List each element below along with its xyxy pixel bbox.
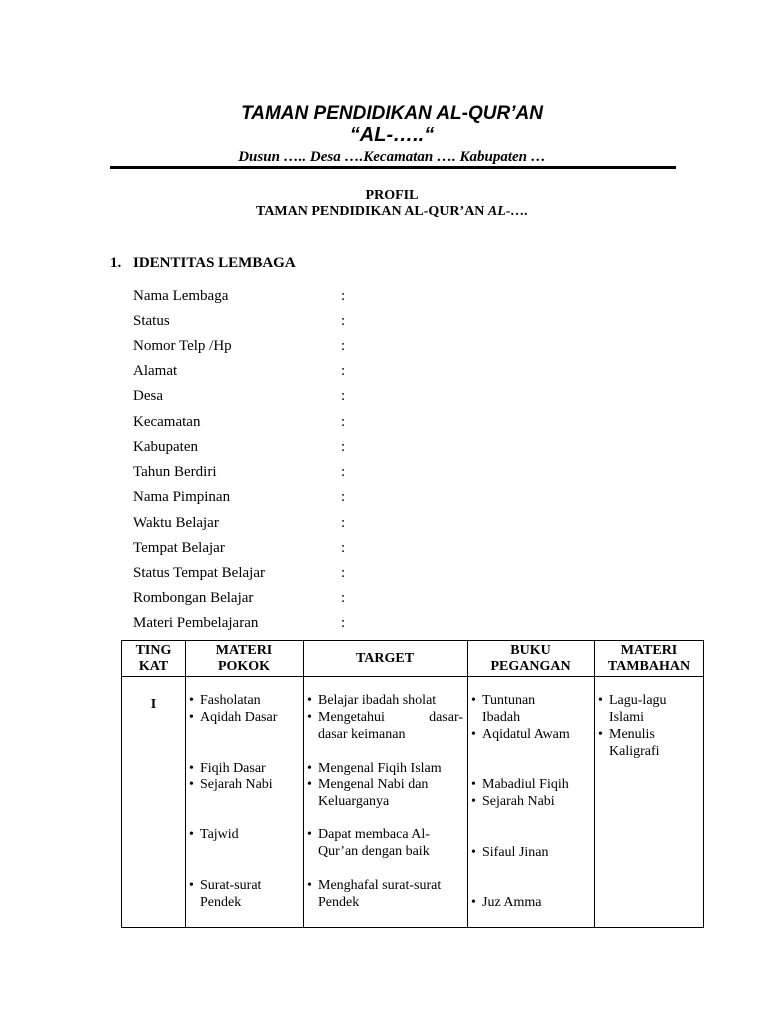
field-label-nama-pimpinan: Nama Pimpinan	[133, 489, 231, 505]
header-materi-pokok	[185, 643, 303, 675]
list-item	[307, 709, 463, 726]
bullet: •	[471, 777, 476, 792]
list-item	[189, 877, 261, 894]
bullet: •	[598, 693, 603, 708]
field-label-waktu-belajar: Waktu Belajar	[133, 515, 219, 531]
bullet: •	[189, 777, 194, 792]
bullet: •	[189, 710, 194, 725]
list-item	[189, 760, 266, 777]
field-label-tempat-belajar: Tempat Belajar	[133, 540, 225, 556]
list-item	[189, 692, 261, 709]
bullet: •	[307, 777, 312, 792]
buku-juz: Juz Amma	[482, 895, 542, 910]
field-label-tahun-berdiri: Tahun Berdiri	[133, 464, 217, 480]
field-colon: :	[341, 464, 346, 480]
field-colon: :	[341, 313, 346, 329]
field-colon: :	[341, 363, 346, 379]
header-buku-pegangan	[467, 643, 594, 675]
materi-surat-cont: Pendek	[200, 895, 242, 910]
buku-sejarah: Sejarah Nabi	[482, 794, 555, 809]
field-label-desa: Desa	[133, 388, 163, 404]
list-item	[307, 826, 430, 843]
table-header-divider	[122, 676, 703, 677]
materi-sejarah: Sejarah Nabi	[200, 777, 273, 792]
table-divider	[467, 641, 468, 927]
bullet: •	[189, 827, 194, 842]
buku-aqidatul: Aqidatul Awam	[482, 727, 570, 742]
header-tingkat-line2: KAT	[138, 659, 169, 674]
field-label-materi-pembelajaran: Materi Pembelajaran	[133, 615, 259, 631]
bullet: •	[189, 761, 194, 776]
header-materi-pokok-line1: MATERI	[215, 643, 273, 658]
bullet: •	[598, 727, 603, 742]
materi-fiqih: Fiqih Dasar	[200, 761, 266, 776]
bullet: •	[471, 693, 476, 708]
bullet: •	[471, 794, 476, 809]
list-item	[189, 709, 277, 726]
header-buku-pegangan-line2: PEGANGAN	[490, 659, 571, 674]
profile-heading: PROFIL	[365, 188, 419, 203]
bullet: •	[471, 895, 476, 910]
field-label-rombongan-belajar: Rombongan Belajar	[133, 590, 254, 606]
bullet: •	[307, 761, 312, 776]
document-address: Dusun ….. Desa ….Kecamatan …. Kabupaten …	[238, 149, 546, 165]
section-number: 1.	[110, 255, 122, 271]
section-heading	[110, 255, 296, 272]
bullet: •	[471, 845, 476, 860]
buku-sifaul: Sifaul Jinan	[482, 845, 549, 860]
field-colon: :	[341, 590, 346, 606]
materi-tajwid: Tajwid	[200, 827, 239, 842]
table-divider	[185, 641, 186, 927]
tambahan-menulis: Menulis	[609, 727, 655, 742]
materi-fasholatan: Fasholatan	[200, 693, 261, 708]
header-materi-tambahan-line2: TAMBAHAN	[607, 659, 691, 674]
field-colon: :	[341, 338, 346, 354]
field-colon: :	[341, 615, 346, 631]
profile-subheading	[0, 204, 768, 220]
buku-tuntunan: Tuntunan	[482, 693, 536, 708]
list-item	[598, 726, 655, 743]
list-item	[307, 760, 442, 777]
list-item	[598, 692, 667, 709]
buku-mabadiul: Mabadiul Fiqih	[482, 777, 569, 792]
bullet: •	[471, 727, 476, 742]
field-colon: :	[341, 540, 346, 556]
field-label-status: Status	[133, 313, 170, 329]
list-item	[471, 793, 555, 810]
curriculum-table	[121, 640, 704, 928]
list-item	[471, 776, 569, 793]
table-divider	[594, 641, 595, 927]
bullet: •	[307, 827, 312, 842]
tambahan-lagu-cont: Islami	[609, 710, 644, 725]
target-nabi-cont: Keluarganya	[318, 794, 390, 809]
field-label-kecamatan: Kecamatan	[133, 414, 201, 430]
bullet: •	[189, 878, 194, 893]
target-fiqih: Mengenal Fiqih Islam	[318, 761, 442, 776]
header-tingkat	[122, 643, 185, 675]
field-label-nomor-telp: Nomor Telp /Hp	[133, 338, 232, 354]
field-colon: :	[341, 414, 346, 430]
list-item	[307, 776, 428, 793]
header-tingkat-line1: TING	[135, 643, 172, 658]
bullet: •	[307, 710, 312, 725]
section-title: IDENTITAS LEMBAGA	[133, 255, 296, 271]
field-colon: :	[341, 489, 346, 505]
bullet: •	[189, 693, 194, 708]
profile-subheading-italic: AL-….	[487, 204, 528, 219]
field-label-kabupaten: Kabupaten	[133, 439, 198, 455]
header-target: TARGET	[355, 651, 415, 666]
target-membaca-cont: Qur’an dengan baik	[318, 844, 430, 859]
table-divider	[303, 641, 304, 927]
target-keimanan: Mengetahui	[318, 710, 385, 725]
target-hafal: Menghafal surat-surat	[318, 878, 442, 893]
level-value: I	[150, 697, 157, 712]
field-colon: :	[341, 565, 346, 581]
list-item	[471, 894, 542, 911]
list-item	[471, 726, 570, 743]
list-item	[471, 844, 549, 861]
list-item	[189, 826, 239, 843]
field-colon: :	[341, 439, 346, 455]
field-label-nama-lembaga: Nama Lembaga	[133, 288, 229, 304]
target-keimanan-cont: dasar keimanan	[318, 727, 406, 742]
materi-surat: Surat-surat	[200, 878, 262, 893]
target-hafal-cont: Pendek	[318, 895, 360, 910]
target-keimanan-end: dasar-	[429, 710, 463, 725]
tambahan-menulis-cont: Kaligrafi	[609, 744, 660, 759]
field-colon: :	[341, 388, 346, 404]
target-nabi: Mengenal Nabi dan	[318, 777, 429, 792]
header-materi-tambahan	[594, 643, 704, 675]
list-item	[307, 692, 436, 709]
target-membaca: Dapat membaca Al-	[318, 827, 430, 842]
list-item	[471, 692, 535, 709]
materi-aqidah: Aqidah Dasar	[200, 710, 278, 725]
target-ibadah: Belajar ibadah sholat	[318, 693, 437, 708]
document-subtitle: “AL-…..“	[349, 124, 435, 146]
list-item	[189, 776, 273, 793]
bullet: •	[307, 693, 312, 708]
field-label-alamat: Alamat	[133, 363, 178, 379]
header-divider	[110, 166, 676, 169]
field-colon: :	[341, 288, 346, 304]
field-colon: :	[341, 515, 346, 531]
buku-tuntunan-cont: Ibadah	[482, 710, 521, 725]
header-materi-pokok-line2: POKOK	[217, 659, 271, 674]
list-item	[307, 877, 441, 894]
profile-subheading-text: TAMAN PENDIDIKAN AL-QUR’AN	[256, 204, 488, 219]
header-materi-tambahan-line1: MATERI	[620, 643, 678, 658]
bullet: •	[307, 878, 312, 893]
tambahan-lagu: Lagu-lagu	[609, 693, 667, 708]
header-buku-pegangan-line1: BUKU	[510, 643, 551, 658]
document-title: TAMAN PENDIDIKAN AL-QUR’AN	[241, 103, 543, 124]
field-label-status-tempat-belajar: Status Tempat Belajar	[133, 565, 265, 581]
